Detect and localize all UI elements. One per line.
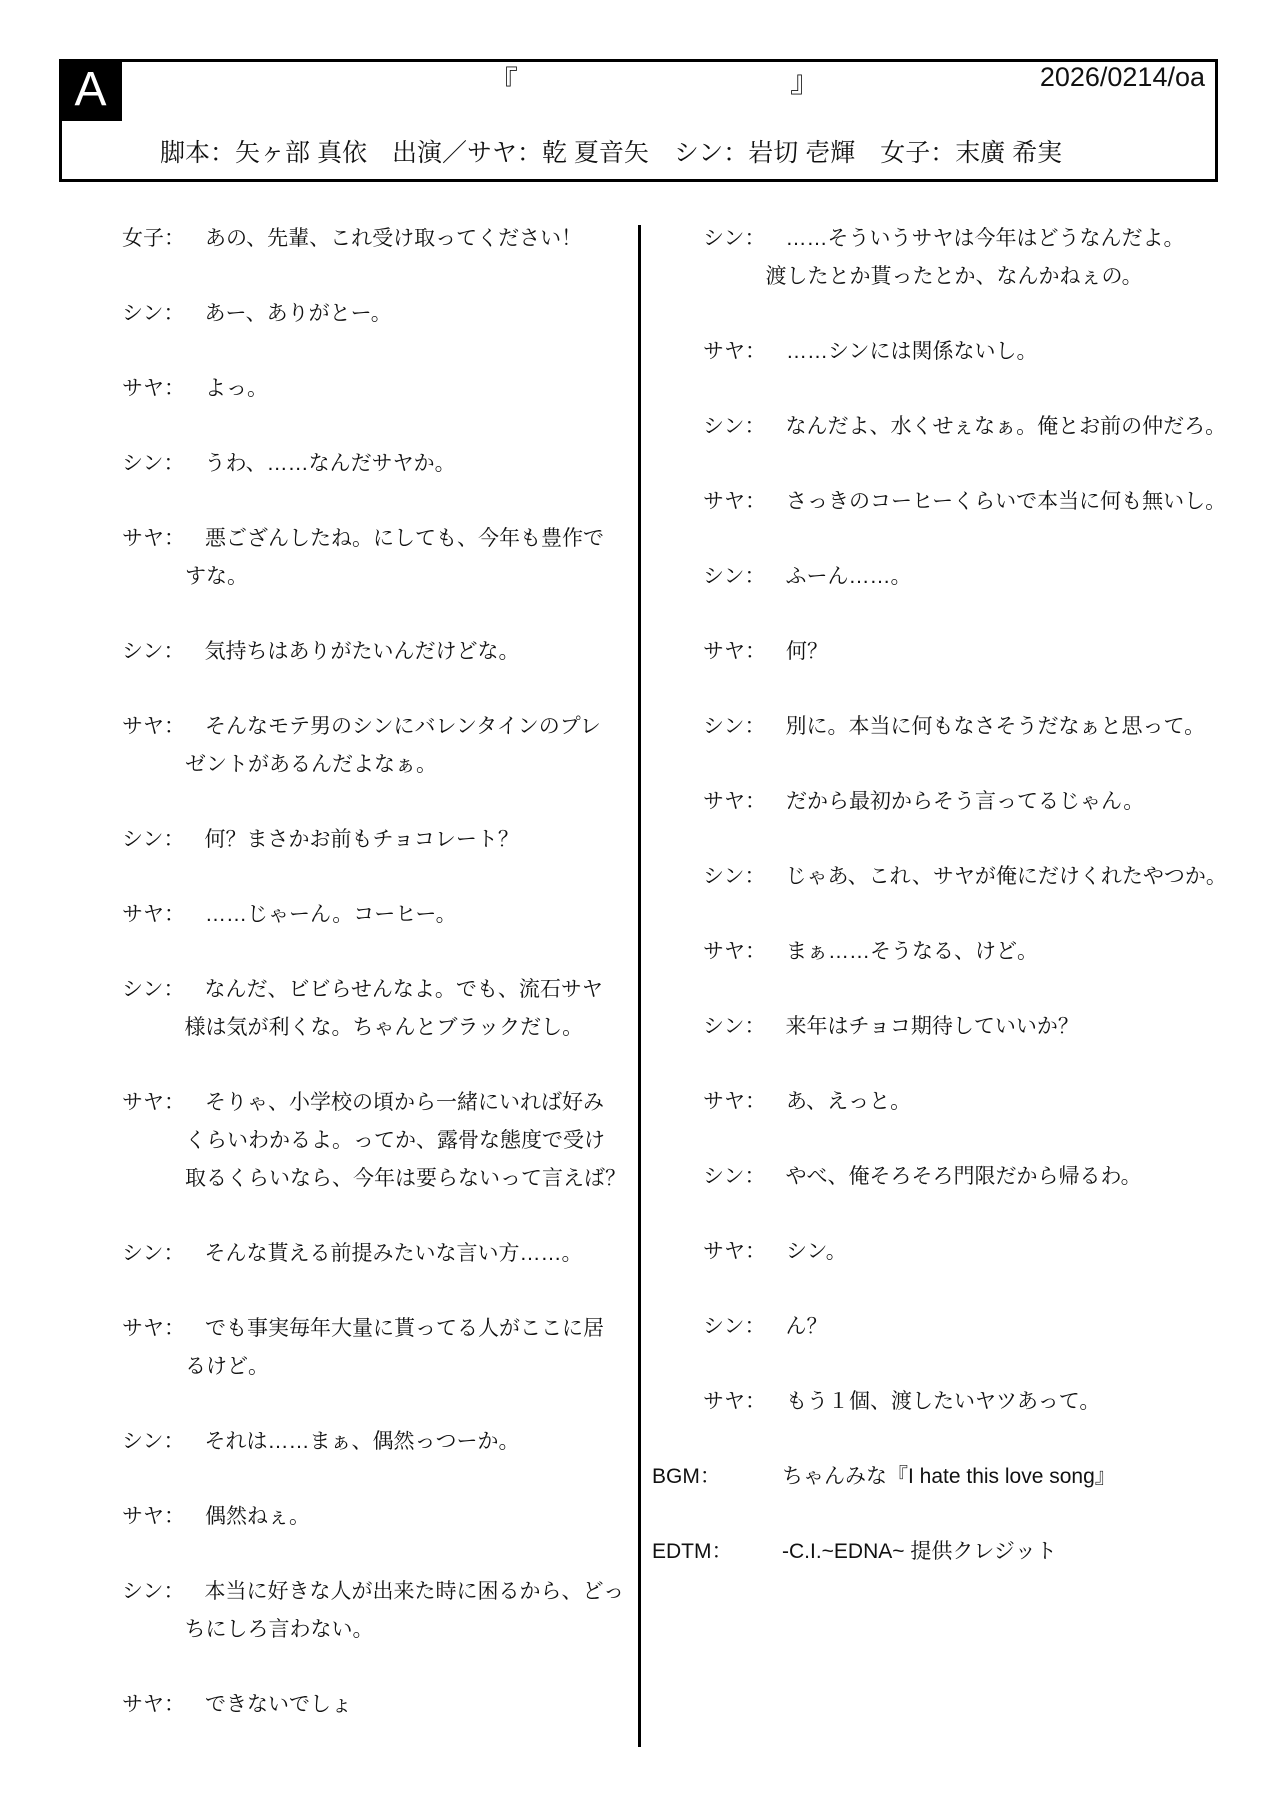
credits-line: 脚本：矢ヶ部 真依 出演／サヤ：乾 夏音矢 シン：岩切 壱輝 女子：末廣 希実 xyxy=(160,139,1063,167)
dialogue-row xyxy=(703,483,1227,521)
dialogue-line: ゼントがあるんだよなぁ。 xyxy=(185,753,437,776)
speaker-label: サヤ： xyxy=(122,903,185,926)
dialogue-row xyxy=(122,295,632,333)
dialogue-column-right xyxy=(652,220,1227,1608)
speaker-label: サヤ： xyxy=(703,940,766,963)
dialogue-line: 渡したとか貰ったとか、なんかねぇの。 xyxy=(765,265,1143,288)
dialogue-line: -C.I.~EDNA~ 提供クレジット xyxy=(782,1540,1057,1563)
cue-row xyxy=(652,1458,1223,1496)
dialogue-row xyxy=(122,1498,632,1536)
speaker-label: シン： xyxy=(122,302,185,325)
dialogue-line: でも事実毎年大量に貰ってる人がここに居 xyxy=(205,1317,604,1340)
dialogue-text xyxy=(185,520,632,596)
dialogue-text xyxy=(766,633,1223,671)
title-close-bracket: 』 xyxy=(790,66,820,99)
dialogue-line: あ、えっと。 xyxy=(786,1090,912,1113)
dialogue-text xyxy=(765,1158,1223,1196)
speaker-label: サヤ： xyxy=(703,1240,766,1263)
dialogue-text xyxy=(184,295,632,333)
dialogue-text xyxy=(766,933,1223,971)
speaker-label: シン： xyxy=(703,865,766,888)
dialogue-text xyxy=(184,821,632,859)
dialogue-text xyxy=(766,483,1227,521)
dialogue-line: じゃあ、これ、サヤが俺にだけくれたやつか。 xyxy=(785,865,1227,888)
speaker-label: シン： xyxy=(703,227,766,250)
dialogue-row xyxy=(703,220,1223,296)
dialogue-row xyxy=(703,1383,1223,1421)
dialogue-text xyxy=(766,1233,1223,1271)
speaker-label: サヤ： xyxy=(122,527,185,550)
dialogue-row xyxy=(122,971,632,1047)
dialogue-row xyxy=(703,633,1223,671)
speaker-label: サヤ： xyxy=(122,715,185,738)
dialogue-text xyxy=(184,1573,632,1649)
dialogue-line: シン。 xyxy=(786,1240,847,1263)
dialogue-line: ちにしろ言わない。 xyxy=(184,1618,374,1641)
dialogue-line: ふーん……。 xyxy=(785,565,912,588)
dialogue-line: それは……まぁ、偶然っつーか。 xyxy=(204,1430,520,1453)
dialogue-text xyxy=(766,1083,1223,1121)
dialogue-text xyxy=(185,1310,632,1386)
dialogue-line: うわ、……なんだサヤか。 xyxy=(204,452,456,475)
dialogue-line: ……そういうサヤは今年はどうなんだよ。 xyxy=(785,227,1185,250)
dialogue-row xyxy=(703,933,1223,971)
dialogue-text xyxy=(766,1383,1223,1421)
dialogue-text xyxy=(185,370,632,408)
dialogue-row xyxy=(122,708,632,784)
speaker-label: シン： xyxy=(703,715,766,738)
dialogue-line: 悪ござんしたね。にしても、今年も豊作で xyxy=(205,527,604,550)
dialogue-line: ん？ xyxy=(785,1315,828,1338)
speaker-label: 女子： xyxy=(122,227,185,250)
dialogue-row xyxy=(122,633,632,671)
speaker-label: シン： xyxy=(122,1580,185,1603)
dialogue-text xyxy=(185,708,632,784)
dialogue-row xyxy=(122,1235,632,1273)
dialogue-line: だから最初からそう言ってるじゃん。 xyxy=(786,790,1145,813)
dialogue-row xyxy=(122,1686,632,1724)
dialogue-line: すな。 xyxy=(185,565,248,588)
dialogue-line: ……じゃーん。コーヒー。 xyxy=(205,903,457,926)
speaker-label: サヤ： xyxy=(122,1317,185,1340)
dialogue-text xyxy=(185,896,632,934)
dialogue-line: よっ。 xyxy=(205,377,268,400)
dialogue-line: やべ、俺そろそろ門限だから帰るわ。 xyxy=(785,1165,1142,1188)
dialogue-text xyxy=(185,1686,632,1724)
dialogue-line: そんなモテ男のシンにバレンタインのプレ xyxy=(205,715,601,738)
part-label: A xyxy=(59,59,122,121)
dialogue-line: できないでしょ xyxy=(205,1693,352,1716)
dialogue-text xyxy=(184,1235,632,1273)
speaker-label: シン： xyxy=(703,1315,766,1338)
dialogue-line: 来年はチョコ期待していいか？ xyxy=(785,1015,1079,1038)
dialogue-column-left xyxy=(122,220,632,1761)
dialogue-line: さっきのコーヒーくらいで本当に何も無いし。 xyxy=(786,490,1227,513)
dialogue-row xyxy=(703,1008,1223,1046)
speaker-label: シン： xyxy=(703,415,766,438)
dialogue-text xyxy=(185,1498,632,1536)
dialogue-row xyxy=(122,821,632,859)
dialogue-line: ちゃんみな『I hate this love song』 xyxy=(782,1465,1116,1488)
dialogue-line: まぁ……そうなる、けど。 xyxy=(786,940,1038,963)
dialogue-text xyxy=(765,220,1223,296)
speaker-label: シン： xyxy=(122,452,185,475)
dialogue-text xyxy=(765,858,1227,896)
speaker-label: サヤ： xyxy=(703,640,766,663)
dialogue-line: くらいわかるよ。ってか、露骨な態度で受け xyxy=(185,1129,605,1152)
dialogue-text xyxy=(184,971,632,1047)
dialogue-text xyxy=(765,1008,1223,1046)
dialogue-row xyxy=(703,708,1223,746)
dialogue-text xyxy=(766,333,1223,371)
broadcast-date: 2026/0214/oa xyxy=(1039,62,1205,92)
dialogue-text xyxy=(765,558,1223,596)
dialogue-row xyxy=(703,858,1227,896)
dialogue-row xyxy=(122,220,632,258)
dialogue-line: 偶然ねぇ。 xyxy=(205,1505,310,1528)
column-divider xyxy=(638,225,641,1747)
dialogue-text xyxy=(782,1533,1223,1571)
speaker-label: シン： xyxy=(703,565,766,588)
dialogue-text xyxy=(185,220,632,258)
speaker-label: シン： xyxy=(703,1015,766,1038)
dialogue-row xyxy=(703,333,1223,371)
speaker-label: サヤ： xyxy=(122,377,185,400)
dialogue-text xyxy=(765,1308,1223,1346)
speaker-label: サヤ： xyxy=(122,1091,185,1114)
dialogue-row xyxy=(122,445,632,483)
cue-label: EDTM： xyxy=(652,1540,733,1563)
dialogue-line: 本当に好きな人が出来た時に困るから、どっ xyxy=(204,1580,625,1603)
speaker-label: シン： xyxy=(122,640,185,663)
dialogue-line: ……シンには関係ないし。 xyxy=(786,340,1038,363)
speaker-label: サヤ： xyxy=(122,1693,185,1716)
dialogue-text xyxy=(765,408,1227,446)
dialogue-row xyxy=(122,520,632,596)
dialogue-row xyxy=(703,558,1223,596)
speaker-label: サヤ： xyxy=(703,340,766,363)
cue-row xyxy=(652,1533,1223,1571)
title-placeholder xyxy=(488,66,820,100)
dialogue-row xyxy=(122,1084,632,1198)
dialogue-text xyxy=(184,633,632,671)
dialogue-line: 別に。本当に何もなさそうだなぁと思って。 xyxy=(785,715,1206,738)
dialogue-row xyxy=(122,1573,632,1649)
dialogue-text xyxy=(782,1458,1223,1496)
speaker-label: シン： xyxy=(703,1165,766,1188)
dialogue-text xyxy=(766,783,1223,821)
dialogue-row xyxy=(703,1083,1223,1121)
dialogue-line: 取るくらいなら、今年は要らないって言えば？ xyxy=(185,1167,626,1190)
dialogue-row xyxy=(703,1308,1223,1346)
dialogue-line: もう１個、渡したいヤツあって。 xyxy=(786,1390,1101,1413)
speaker-label: シン： xyxy=(122,1242,185,1265)
dialogue-line: そんな貰える前提みたいな言い方……。 xyxy=(204,1242,583,1265)
title-open-bracket: 『 xyxy=(488,66,518,99)
dialogue-row xyxy=(703,408,1227,446)
dialogue-text xyxy=(184,1423,632,1461)
speaker-label: サヤ： xyxy=(703,490,766,513)
dialogue-line: そりゃ、小学校の頃から一緒にいれば好み xyxy=(205,1091,604,1114)
cue-label: BGM： xyxy=(652,1465,721,1488)
dialogue-line: 何？まさかお前もチョコレート？ xyxy=(204,828,519,851)
dialogue-row xyxy=(703,1158,1223,1196)
dialogue-line: なんだよ、水くせぇなぁ。俺とお前の仲だろ。 xyxy=(785,415,1227,438)
dialogue-text xyxy=(765,708,1223,746)
dialogue-row xyxy=(122,370,632,408)
dialogue-row xyxy=(122,1423,632,1461)
speaker-label: サヤ： xyxy=(122,1505,185,1528)
dialogue-row xyxy=(122,896,632,934)
dialogue-row xyxy=(703,1233,1223,1271)
speaker-label: サヤ： xyxy=(703,1390,766,1413)
dialogue-row xyxy=(703,783,1223,821)
dialogue-line: あの、先輩、これ受け取ってください！ xyxy=(205,227,583,250)
dialogue-line: 様は気が利くな。ちゃんとブラックだし。 xyxy=(184,1016,584,1039)
speaker-label: シン： xyxy=(122,828,185,851)
dialogue-line: あー、ありがとー。 xyxy=(204,302,392,325)
speaker-label: シン： xyxy=(122,1430,185,1453)
dialogue-text xyxy=(185,1084,632,1198)
dialogue-line: 気持ちはありがたいんだけどな。 xyxy=(204,640,520,663)
dialogue-line: るけど。 xyxy=(185,1355,269,1378)
dialogue-row xyxy=(122,1310,632,1386)
dialogue-line: なんだ、ビビらせんなよ。でも、流石サヤ xyxy=(204,978,603,1001)
speaker-label: サヤ： xyxy=(703,1090,766,1113)
speaker-label: サヤ： xyxy=(703,790,766,813)
dialogue-line: 何？ xyxy=(786,640,828,663)
dialogue-text xyxy=(184,445,632,483)
speaker-label: シン： xyxy=(122,978,185,1001)
